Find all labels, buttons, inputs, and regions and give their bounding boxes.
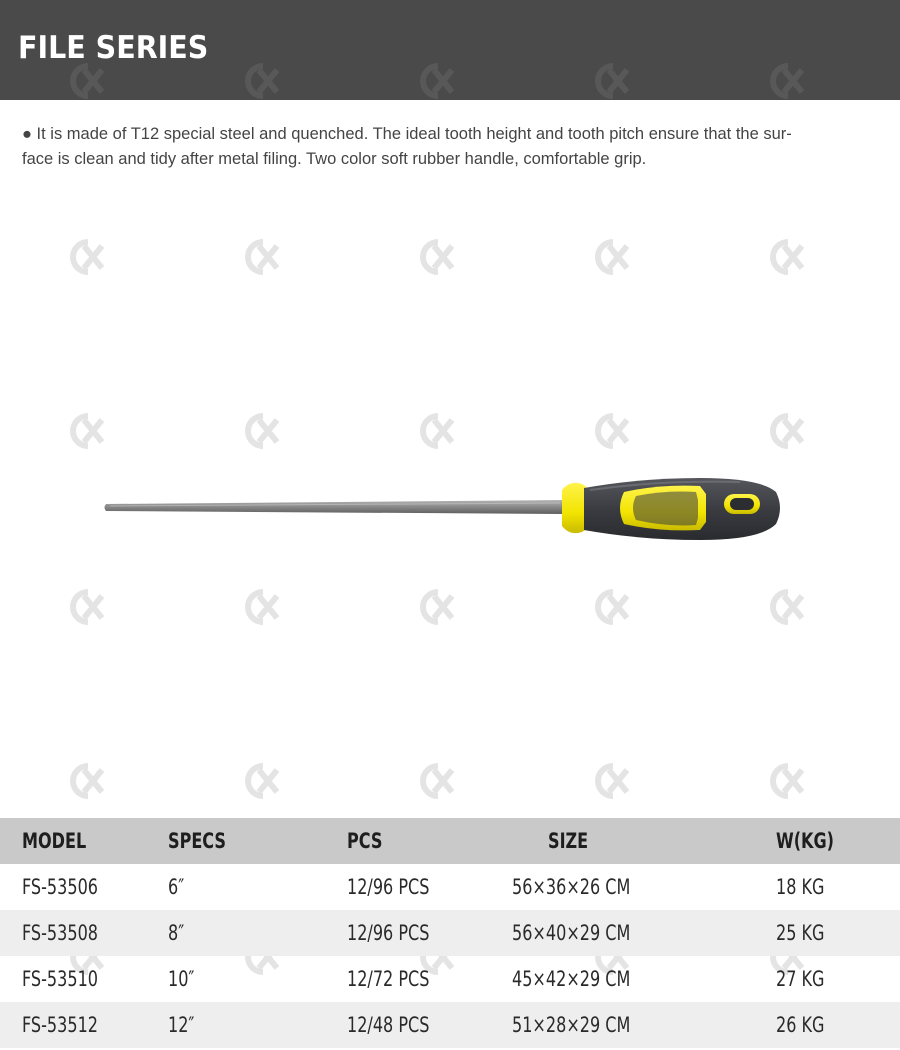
page-title: FILE SERIES <box>18 30 209 66</box>
ontitec-logo-icon <box>408 762 468 812</box>
cell-model: FS-53510 <box>22 967 98 991</box>
cell-size: 56×40×29 CM <box>512 921 631 945</box>
cell-model: FS-53508 <box>22 921 98 945</box>
cell-weight: 27 KG <box>776 967 825 991</box>
spec-table <box>0 818 900 1048</box>
product-description <box>22 122 872 172</box>
ontitec-logo-icon <box>233 762 293 812</box>
description-line-2: face is clean and tidy after metal filing. Two color soft rubber handle, comfortable grip. <box>22 150 647 168</box>
cell-model: FS-53506 <box>22 875 98 899</box>
table-row <box>0 1002 900 1048</box>
header-specs: SPECS <box>168 829 226 853</box>
header-size: SIZE <box>548 829 589 853</box>
ontitec-logo-icon <box>758 762 818 812</box>
header-pcs: PCS <box>347 829 383 853</box>
cell-size: 45×42×29 CM <box>512 967 631 991</box>
ontitec-logo-icon <box>58 762 118 812</box>
ontitec-logo-icon <box>758 238 818 288</box>
cell-specs: 6″ <box>168 875 185 899</box>
cell-pcs: 12/96 PCS <box>347 921 430 945</box>
ontitec-logo-icon <box>758 412 818 462</box>
description-line-1: ● It is made of T12 special steel and quenched. The ideal tooth height and tooth pitch ensure that the sur- <box>22 125 792 143</box>
round-file-icon <box>100 470 790 550</box>
ontitec-logo-icon <box>408 238 468 288</box>
cell-specs: 12″ <box>168 1013 195 1037</box>
ontitec-logo-icon <box>583 762 643 812</box>
ontitec-logo-icon <box>583 588 643 638</box>
header-weight: W(KG) <box>776 829 835 853</box>
cell-specs: 8″ <box>168 921 185 945</box>
table-row <box>0 910 900 956</box>
ontitec-logo-icon <box>758 588 818 638</box>
cell-pcs: 12/96 PCS <box>347 875 430 899</box>
ontitec-logo-icon <box>583 412 643 462</box>
ontitec-logo-icon <box>408 412 468 462</box>
ontitec-logo-icon <box>583 238 643 288</box>
cell-weight: 18 KG <box>776 875 825 899</box>
table-row <box>0 864 900 910</box>
table-row <box>0 956 900 1002</box>
ontitec-logo-icon <box>233 588 293 638</box>
cell-size: 51×28×29 CM <box>512 1013 631 1037</box>
header-model: MODEL <box>22 829 87 853</box>
product-image <box>100 470 790 550</box>
cell-size: 56×36×26 CM <box>512 875 631 899</box>
cell-pcs: 12/48 PCS <box>347 1013 430 1037</box>
ontitec-logo-icon <box>58 412 118 462</box>
page-header <box>0 0 900 100</box>
ontitec-logo-icon <box>408 588 468 638</box>
cell-specs: 10″ <box>168 967 195 991</box>
cell-weight: 25 KG <box>776 921 825 945</box>
cell-weight: 26 KG <box>776 1013 825 1037</box>
ontitec-logo-icon <box>233 412 293 462</box>
ontitec-logo-icon <box>233 238 293 288</box>
ontitec-logo-icon <box>58 238 118 288</box>
cell-model: FS-53512 <box>22 1013 98 1037</box>
cell-pcs: 12/72 PCS <box>347 967 430 991</box>
table-header-row <box>0 818 900 864</box>
ontitec-logo-icon <box>58 588 118 638</box>
